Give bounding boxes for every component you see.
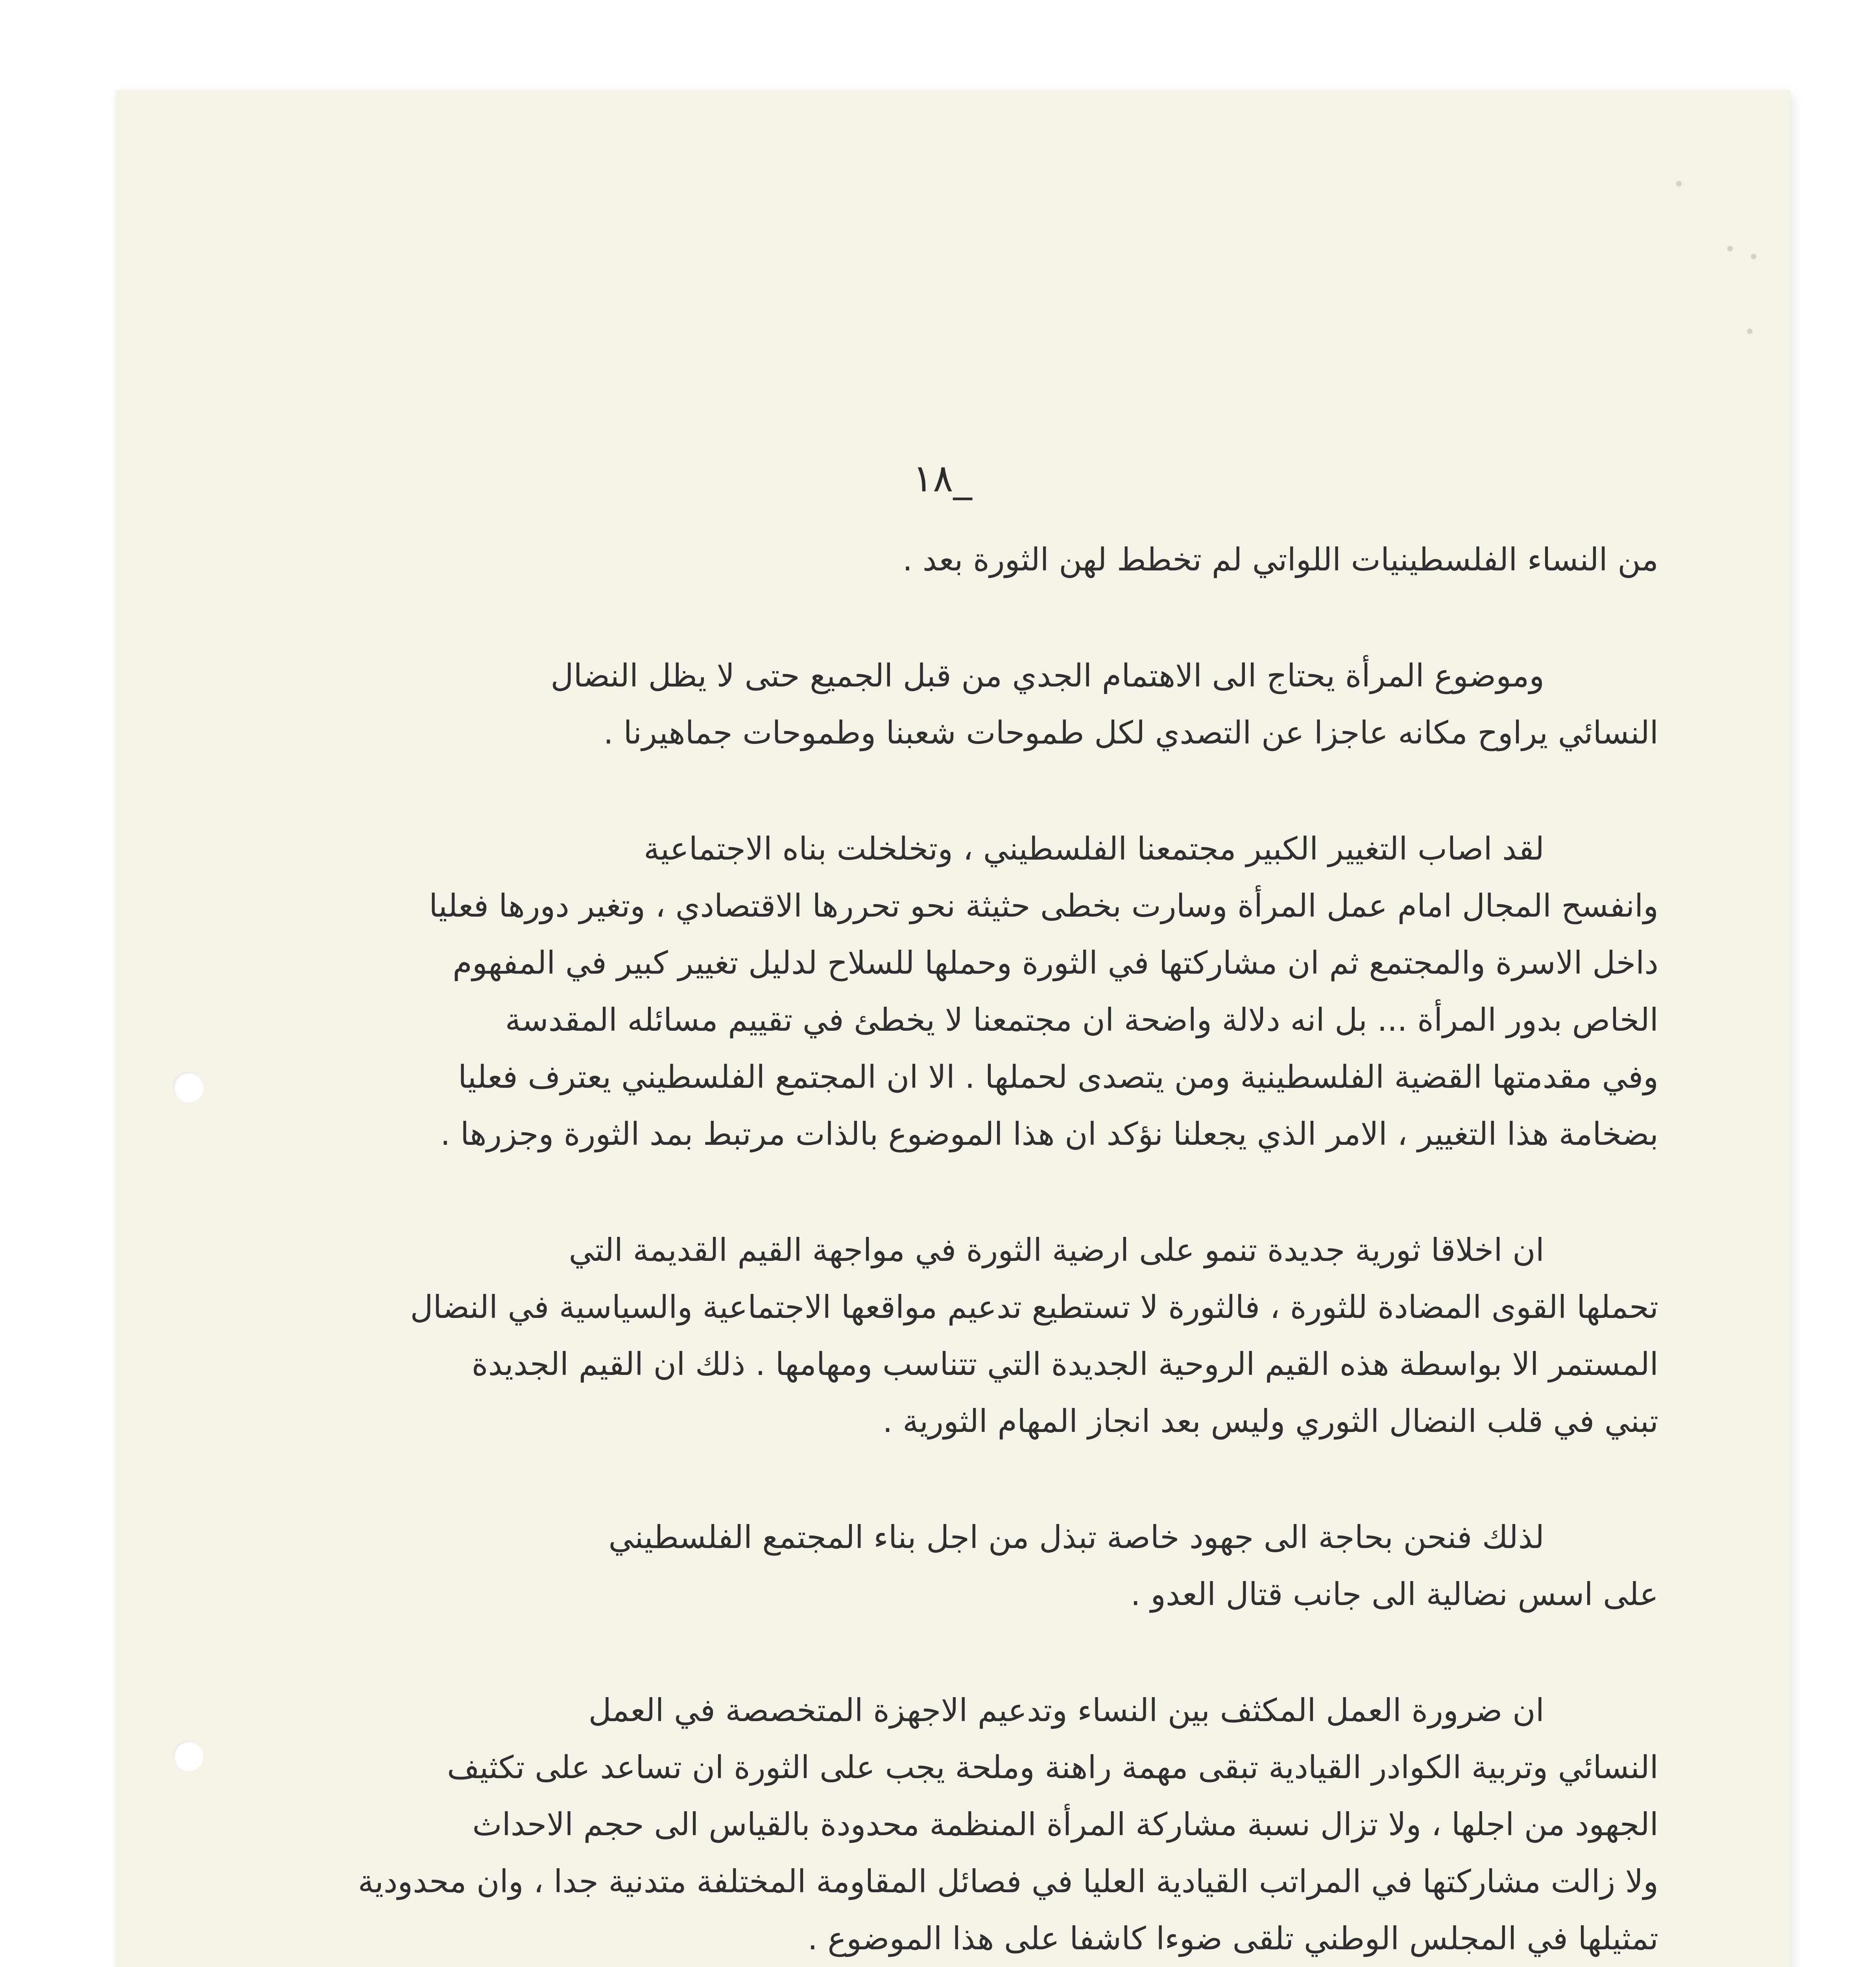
paragraph [226, 647, 1658, 761]
document-page [116, 90, 1790, 1967]
paragraph [226, 531, 1658, 588]
text-line: داخل الاسرة والمجتمع ثم ان مشاركتها في الثورة وحملها للسلاح لدليل تغيير كبير في المفهوم [452, 945, 1658, 981]
paragraph [226, 1509, 1658, 1623]
paper-speck [1747, 328, 1752, 334]
paragraph [226, 1682, 1658, 1967]
paper-speck [1751, 254, 1756, 259]
paragraph [226, 1222, 1658, 1450]
text-line: لذلك فنحن بحاجة الى جهود خاصة تبذل من اجل بناء المجتمع الفلسطيني [608, 1519, 1544, 1556]
text-line: ان ضرورة العمل المكثف بين النساء وتدعيم الاجهزة المتخصصة في العمل [588, 1692, 1544, 1729]
page-number: ١٨_ [912, 456, 972, 500]
text-line: ولا زالت مشاركتها في المراتب القيادية العليا في فصائل المقاومة المختلفة متدنية جدا ، وان محدودية [358, 1863, 1658, 1900]
text-line: تبني في قلب النضال الثوري وليس بعد انجاز المهام الثورية . [883, 1403, 1658, 1439]
text-line: بضخامة هذا التغيير ، الامر الذي يجعلنا نؤكد ان هذا الموضوع بالذات مرتبط بمد الثورة وجزرها . [440, 1116, 1658, 1152]
paper-speck [1676, 181, 1682, 186]
paragraph [226, 820, 1658, 1162]
punch-hole-top [173, 1072, 204, 1103]
text-line: الخاص بدور المرأة ... بل انه دلالة واضحة ان مجتمعنا لا يخطئ في تقييم مسائله المقدسة [505, 1002, 1658, 1038]
text-line: تمثيلها في المجلس الوطني تلقى ضوءا كاشفا على هذا الموضوع . [807, 1920, 1658, 1957]
text-line: المستمر الا بواسطة هذه القيم الروحية الجديدة التي تتناسب ومهامها . ذلك ان القيم الجديدة [471, 1346, 1658, 1382]
punch-hole-bottom [173, 1741, 204, 1771]
text-line: وانفسح المجال امام عمل المرأة وسارت بخطى حثيثة نحو تحررها الاقتصادي ، وتغير دورها فعليا [429, 888, 1658, 924]
text-line: وفي مقدمتها القضية الفلسطينية ومن يتصدى لحملها . الا ان المجتمع الفلسطيني يعترف فعليا [458, 1059, 1658, 1095]
text-line: النسائي يراوح مكانه عاجزا عن التصدي لكل طموحات شعبنا وطموحات جماهيرنا . [603, 714, 1658, 751]
text-line: وموضوع المرأة يحتاج الى الاهتمام الجدي من قبل الجميع حتى لا يظل النضال [550, 657, 1544, 694]
paper-speck [1727, 246, 1733, 251]
document-body [226, 531, 1658, 1967]
text-line: تحملها القوى المضادة للثورة ، فالثورة لا تستطيع تدعيم مواقعها الاجتماعية والسياسية في النضال [410, 1289, 1658, 1325]
text-line: ان اخلاقا ثورية جديدة تنمو على ارضية الثورة في مواجهة القيم القديمة التي [569, 1232, 1544, 1268]
text-line: النسائي وتربية الكوادر القيادية تبقى مهمة راهنة وملحة يجب على الثورة ان تساعد على تكثيف [447, 1749, 1658, 1786]
text-line: الجهود من اجلها ، ولا تزال نسبة مشاركة المرأة المنظمة محدودة بالقياس الى حجم الاحداث [472, 1806, 1658, 1843]
text-line: لقد اصاب التغيير الكبير مجتمعنا الفلسطيني ، وتخلخلت بناه الاجتماعية [643, 830, 1544, 867]
text-line: من النساء الفلسطينيات اللواتي لم تخطط لهن الثورة بعد . [902, 541, 1658, 578]
text-line: على اسس نضالية الى جانب قتال العدو . [1130, 1576, 1658, 1613]
